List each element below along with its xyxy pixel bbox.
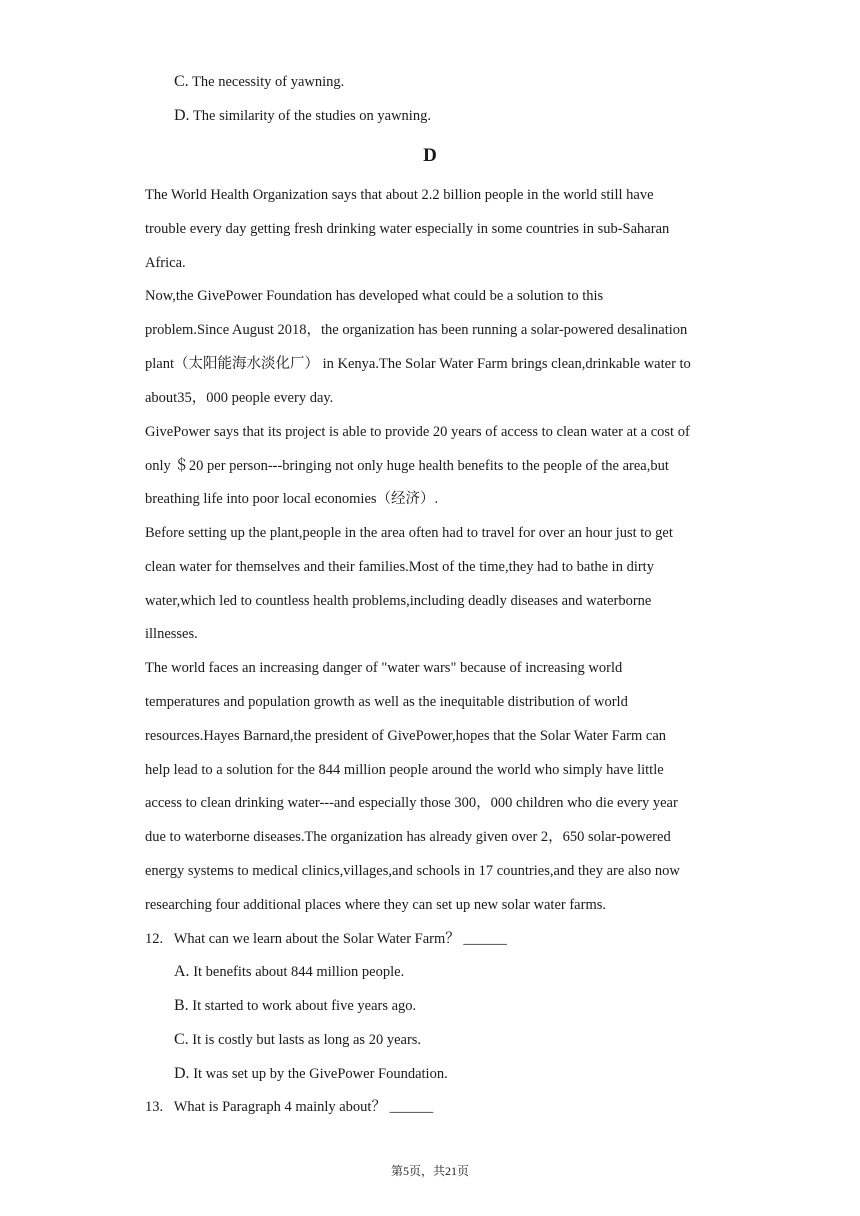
question-number: 12. (145, 931, 164, 947)
passage-line: The world faces an increasing danger of "water wars" because of increasing world (145, 660, 623, 676)
passage-line: Africa. (145, 255, 186, 271)
option-text: It was set up by the GivePower Foundation. (193, 1066, 448, 1082)
passage-line: only ＄20 per person---bringing not only huge health benefits to the people of the area,but (145, 458, 669, 474)
passage-line: illnesses. (145, 626, 198, 642)
option-letter: D. (174, 1065, 190, 1082)
option-d-prev (174, 106, 431, 126)
passage-line: Now,the GivePower Foundation has developed what could be a solution to this (145, 288, 604, 304)
option-text: The necessity of yawning. (192, 74, 345, 90)
passage-line: help lead to a solution for the 844 million people around the world who simply have little (145, 762, 664, 778)
passage-line: water,which led to countless health problems,including deadly diseases and waterborne (145, 593, 652, 609)
option-text: It started to work about five years ago. (192, 998, 417, 1014)
section-title: D (423, 145, 437, 166)
question-text: What is Paragraph 4 mainly about？ ______ (173, 1099, 434, 1115)
passage-line: problem.Since August 2018，the organization has been running a solar-powered desalination (145, 322, 688, 338)
question-13 (145, 1097, 433, 1117)
option-letter: B. (174, 997, 189, 1014)
option-letter: C. (174, 1031, 189, 1048)
option-text: It benefits about 844 million people. (193, 964, 405, 980)
option-c-prev (174, 72, 344, 92)
option-text: It is costly but lasts as long as 20 years. (192, 1032, 422, 1048)
passage-line: plant（太阳能海水淡化厂） in Kenya.The Solar Water Farm brings clean,drinkable water to (145, 356, 691, 372)
passage-line: breathing life into poor local economies（经济）. (145, 491, 439, 507)
passage-line: energy systems to medical clinics,villages,and schools in 17 countries,and they are also now (145, 863, 680, 879)
q12-option-b (174, 996, 416, 1016)
passage-line: about35，000 people every day. (145, 390, 334, 406)
passage-line: resources.Hayes Barnard,the president of GivePower,hopes that the Solar Water Farm can (145, 728, 667, 744)
passage-line: temperatures and population growth as well as the inequitable distribution of world (145, 694, 628, 710)
option-letter: D. (174, 107, 190, 124)
passage-line: trouble every day getting fresh drinking water especially in some countries in sub-Saharan (145, 221, 670, 237)
page-footer: 第5页，共21页 (390, 1164, 469, 1178)
q12-option-d (174, 1064, 448, 1084)
passage-line: access to clean drinking water---and especially those 300，000 children who die every year (145, 795, 678, 811)
passage-line: researching four additional places where they can set up new solar water farms. (145, 897, 606, 913)
option-letter: C. (174, 73, 189, 90)
passage-line: due to waterborne diseases.The organization has already given over 2，650 solar-powered (145, 829, 671, 845)
question-text: What can we learn about the Solar Water Farm？ ______ (173, 931, 507, 947)
passage-line: GivePower says that its project is able to provide 20 years of access to clean water at a cost of (145, 424, 690, 440)
question-number: 13. (145, 1099, 164, 1115)
q12-option-c (174, 1030, 421, 1050)
option-text: The similarity of the studies on yawning. (192, 108, 431, 124)
q12-option-a (174, 962, 404, 982)
passage-line: clean water for themselves and their families.Most of the time,they had to bathe in dirty (145, 559, 654, 575)
passage-line: The World Health Organization says that about 2.2 billion people in the world still have (145, 187, 654, 203)
question-12 (145, 929, 507, 949)
passage-line: Before setting up the plant,people in the area often had to travel for over an hour just to get (145, 525, 673, 541)
option-letter: A. (174, 963, 190, 980)
